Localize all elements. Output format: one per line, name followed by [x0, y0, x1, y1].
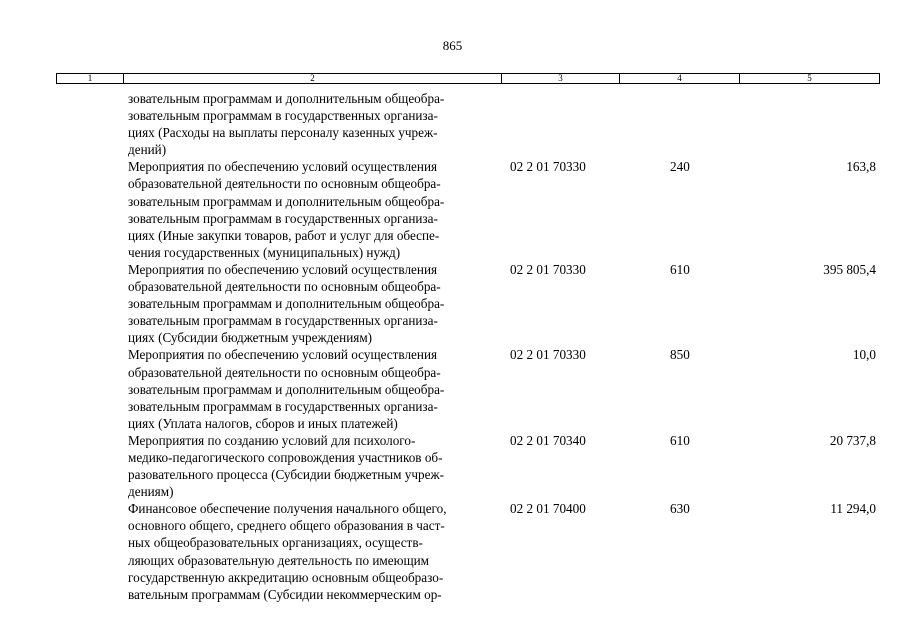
- header-col-2: 2: [124, 74, 502, 83]
- row-code: 02 2 01 70330: [510, 261, 586, 277]
- row-amount: 11 294,0: [830, 501, 876, 517]
- row-code: 02 2 01 70340: [510, 432, 586, 448]
- header-col-4: 4: [620, 74, 740, 83]
- row-kind: [654, 90, 704, 158]
- row-kind: 610: [670, 261, 690, 277]
- row-code: 02 2 01 70330: [510, 347, 586, 363]
- table-row: [56, 500, 880, 603]
- row-code: 02 2 01 70330: [510, 159, 586, 175]
- table-body: [56, 90, 880, 603]
- table-row: [56, 432, 880, 500]
- table-row: [56, 158, 880, 261]
- row-description: Мероприятия по обеспечению условий осуществления образовательной деятельности по основным общеобра- зовательным программам и дополнительным общеобра- зовательным программам в государственных организа- циях (Уплата налогов, сборов и иных платежей): [128, 347, 445, 431]
- table-header: [56, 73, 880, 84]
- row-amount: [704, 90, 880, 158]
- row-index-cell: [56, 90, 128, 158]
- row-index-cell: [56, 158, 128, 261]
- row-index-cell: [56, 500, 128, 603]
- table-row: [56, 346, 880, 431]
- row-description: Финансовое обеспечение получения начального общего, основного общего, среднего общего образования в част- ных общеобразовательных организациях, осуществ- ляющих образовательную деятельность по имеющим государственную аккредитацию основным общеобразо- вательным программам (Субсидии некоммерческим ор-: [128, 501, 447, 602]
- table-row: [56, 261, 880, 346]
- row-description: зовательным программам и дополнительным общеобра- зовательным программам в государственных организа- циях (Расходы на выплаты персоналу казенных учреж- дений): [128, 91, 445, 158]
- row-index-cell: [56, 432, 128, 500]
- header-col-3: 3: [502, 74, 620, 83]
- page-number: 865: [442, 38, 463, 53]
- row-kind: 850: [670, 347, 690, 363]
- row-kind: 630: [670, 501, 690, 517]
- header-col-1: 1: [57, 74, 124, 83]
- row-index-cell: [56, 261, 128, 346]
- table-row: [56, 90, 880, 158]
- row-description: Мероприятия по созданию условий для психолого- медико-педагогического сопровождения участников об- разовательного процесса (Субсидии бюджетным учреж- дениям): [128, 432, 444, 500]
- row-kind: 240: [670, 159, 690, 175]
- row-description: Мероприятия по обеспечению условий осуществления образовательной деятельности по основным общеобра- зовательным программам и дополнительным общеобра- зовательным программам в государственных организа- циях (Иные закупки товаров, работ и услуг для обеспе- чения государственных (муниципальных) нужд): [128, 159, 445, 260]
- row-amount: 20 737,8: [829, 432, 876, 448]
- header-col-5: 5: [807, 73, 812, 83]
- row-amount: 395 805,4: [823, 261, 876, 277]
- row-amount: 10,0: [852, 347, 876, 363]
- row-code: 02 2 01 70400: [510, 501, 586, 517]
- row-code: [504, 90, 654, 158]
- row-index-cell: [56, 346, 128, 431]
- row-amount: 163,8: [846, 159, 876, 175]
- row-kind: 610: [670, 432, 690, 448]
- row-description: Мероприятия по обеспечению условий осуществления образовательной деятельности по основным общеобра- зовательным программам и дополнительным общеобра- зовательным программам в государственных организа- циях (Субсидии бюджетным учреждениям): [128, 261, 445, 346]
